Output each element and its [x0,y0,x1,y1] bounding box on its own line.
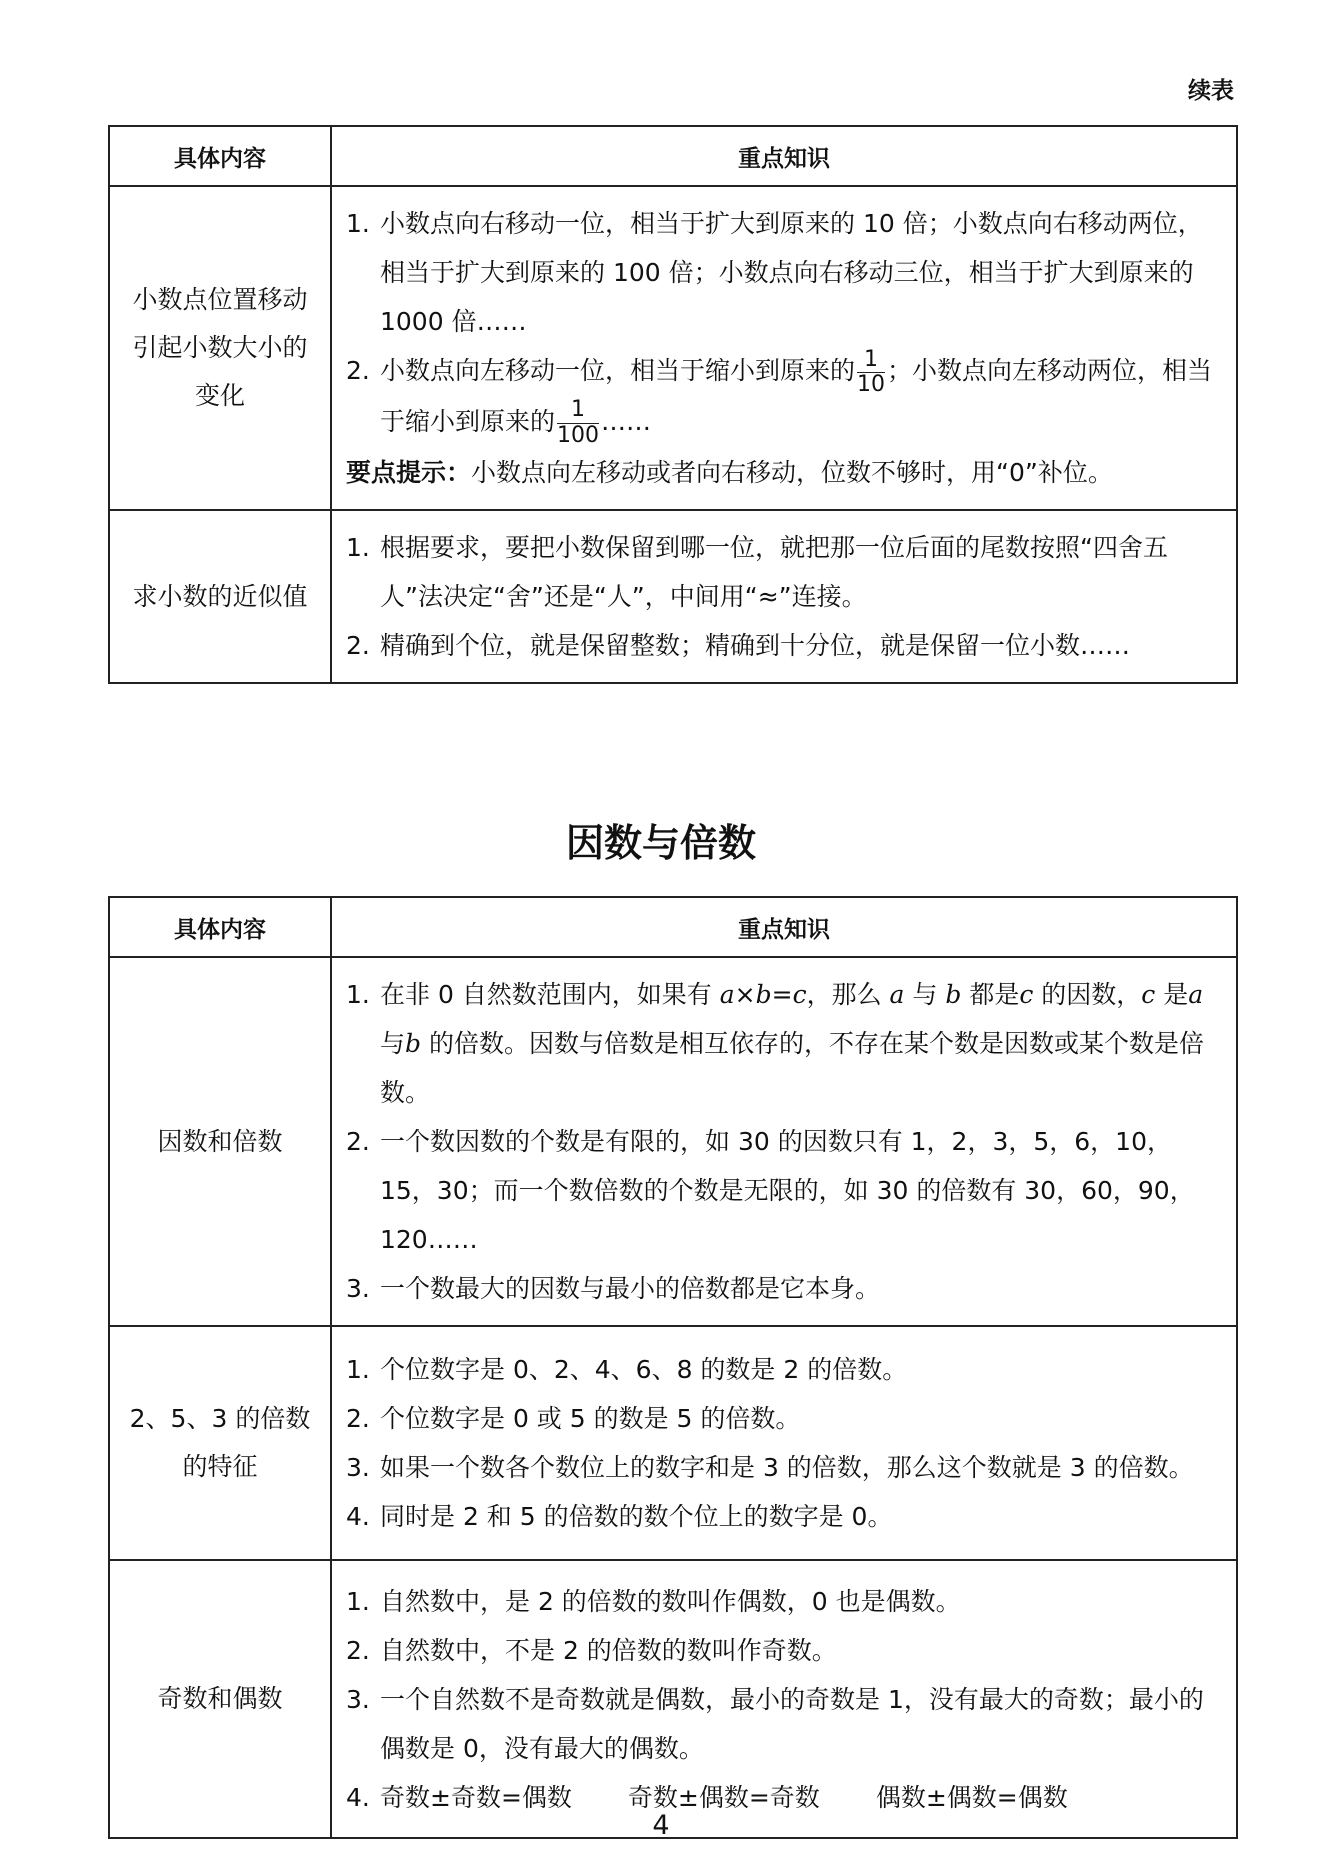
page-number: 4 [652,1810,670,1841]
decimal-knowledge-table [108,125,1238,684]
variable-b: b [755,980,772,1009]
row-topic: 奇数和偶数 [109,1560,331,1838]
item-text-part: 都是 [961,980,1020,1009]
row-knowledge [331,957,1237,1326]
fraction [857,348,885,397]
list-item [346,199,1222,346]
row-knowledge [331,186,1237,510]
item-text: 如果一个数各个数位上的数字和是 3 的倍数，那么这个数就是 3 的倍数。 [380,1453,1194,1482]
item-text: 小数点向右移动一位，相当于扩大到原来的 10 倍；小数点向右移动两位，相当于扩大到原来的 100 倍；小数点向右移动三位，相当于扩大到原来的1000 倍…… [380,209,1203,337]
item-number: 2. [346,356,370,386]
item-number: 2. [346,1404,370,1433]
item-text: 一个自然数不是奇数就是偶数，最小的奇数是 1，没有最大的奇数；最小的偶数是 0，没有最大的偶数。 [380,1684,1204,1763]
item-number: 4. [346,1502,370,1531]
note-text: 小数点向左移动或者向右移动，位数不够时，用“0”补位。 [471,457,1113,487]
list-item [346,1443,1222,1492]
list-item [346,1117,1222,1264]
variable-a: a [1188,980,1204,1009]
variable-b: b [405,1029,422,1058]
item-number: 1. [346,209,370,239]
item-text: 一个数因数的个数是有限的，如 30 的因数只有 1，2，3，5，6，10，15，30；而一个数倍数的个数是无限的，如 30 的倍数有 30，60，90，120…… [380,1127,1195,1254]
list-item [346,1394,1222,1443]
fraction-denominator: 10 [857,371,886,397]
item-text-part: 与 [380,1029,406,1058]
operator: × [734,980,756,1009]
item-text: 个位数字是 0、2、4、6、8 的数是 2 的倍数。 [380,1355,908,1384]
row-topic: 2、5、3 的倍数的特征 [109,1326,331,1560]
fraction [557,398,599,447]
item-text: 一个数最大的因数与最小的倍数都是它本身。 [380,1274,881,1303]
table-header-row [109,897,1237,957]
list-item [346,1492,1222,1541]
item-number: 1. [346,1586,370,1616]
list-item [346,970,1222,1117]
item-text: 同时是 2 和 5 的倍数的数个位上的数字是 0。 [380,1502,893,1531]
column-header-topic: 具体内容 [109,897,331,957]
item-text: 自然数中，是 2 的倍数的数叫作偶数，0 也是偶数。 [380,1586,961,1616]
list-item [346,1577,1222,1626]
list-item [346,1675,1222,1773]
variable-c: c [1141,980,1156,1009]
item-text-part: ，那么 [806,980,890,1009]
item-text: 根据要求，要把小数保留到哪一位，就把那一位后面的尾数按照“四舍五人”法决定“舍”还是“人”，中间用“≈”连接。 [380,533,1168,611]
table-row [109,1560,1237,1838]
item-text-part: 小数点向左移动一位，相当于缩小到原来的 [380,356,856,386]
list-item [346,621,1222,670]
item-number: 4. [346,1782,370,1812]
variable-c: c [792,980,807,1009]
item-text-part: 的因数， [1033,980,1142,1009]
column-header-topic: 具体内容 [109,126,331,186]
item-text: 个位数字是 0 或 5 的数是 5 的倍数。 [380,1404,801,1433]
table-header-row [109,126,1237,186]
factors-multiples-table [108,896,1238,1839]
column-header-knowledge: 重点知识 [331,897,1237,957]
item-number: 2. [346,631,370,660]
variable-c: c [1019,980,1034,1009]
item-number: 3. [346,1274,370,1303]
item-text [380,346,1222,447]
item-number: 3. [346,1684,370,1714]
table-row [109,510,1237,683]
list-item [346,1345,1222,1394]
operator: = [771,980,793,1009]
item-text: 自然数中，不是 2 的倍数的数叫作奇数。 [380,1635,837,1665]
equation: 奇数±偶数=奇数 [627,1782,820,1812]
item-text-part: 的倍数。因数与倍数是相互依存的，不存在某个数是因数或某个数是倍数。 [380,1029,1204,1107]
item-number: 2. [346,1635,370,1665]
item-number: 1. [346,1355,370,1384]
key-point-note [346,448,1222,497]
variable-a: a [889,980,905,1009]
column-header-knowledge: 重点知识 [331,126,1237,186]
fraction-numerator: 1 [557,398,599,423]
variable-a: a [719,980,735,1009]
fraction-denominator: 100 [557,422,600,448]
note-label: 要点提示： [346,457,472,487]
row-knowledge [331,1326,1237,1560]
list-item [346,523,1222,621]
section-title: 因数与倍数 [565,821,756,865]
fraction-numerator: 1 [857,348,885,373]
table-row [109,957,1237,1326]
item-number: 1. [346,980,370,1009]
list-item [346,1626,1222,1675]
list-item [346,346,1222,447]
item-number: 2. [346,1127,370,1156]
equation: 奇数±奇数=偶数 [380,1782,572,1812]
row-knowledge [331,1560,1237,1838]
item-text: 精确到个位，就是保留整数；精确到十分位，就是保留一位小数…… [380,631,1131,660]
table-row [109,186,1237,510]
item-text [380,970,1222,1117]
row-topic: 求小数的近似值 [109,510,331,683]
equation: 偶数±偶数=偶数 [875,1782,1068,1812]
item-text-part: ；小数点向左移动两位，相当于缩小到原来的 [380,356,1213,436]
row-topic: 因数和倍数 [109,957,331,1326]
list-item [346,1264,1222,1313]
row-knowledge [331,510,1237,683]
item-text-part: …… [601,407,652,436]
table-row [109,1326,1237,1560]
item-text-part: 与 [904,980,946,1009]
item-text-part: 在非 0 自然数范围内，如果有 [380,980,720,1009]
item-number: 1. [346,533,370,562]
continued-label: 续表 [1188,78,1234,104]
variable-b: b [945,980,962,1009]
item-text-part: 是 [1155,980,1189,1009]
row-topic: 小数点位置移动引起小数大小的变化 [109,186,331,510]
item-number: 3. [346,1453,370,1482]
